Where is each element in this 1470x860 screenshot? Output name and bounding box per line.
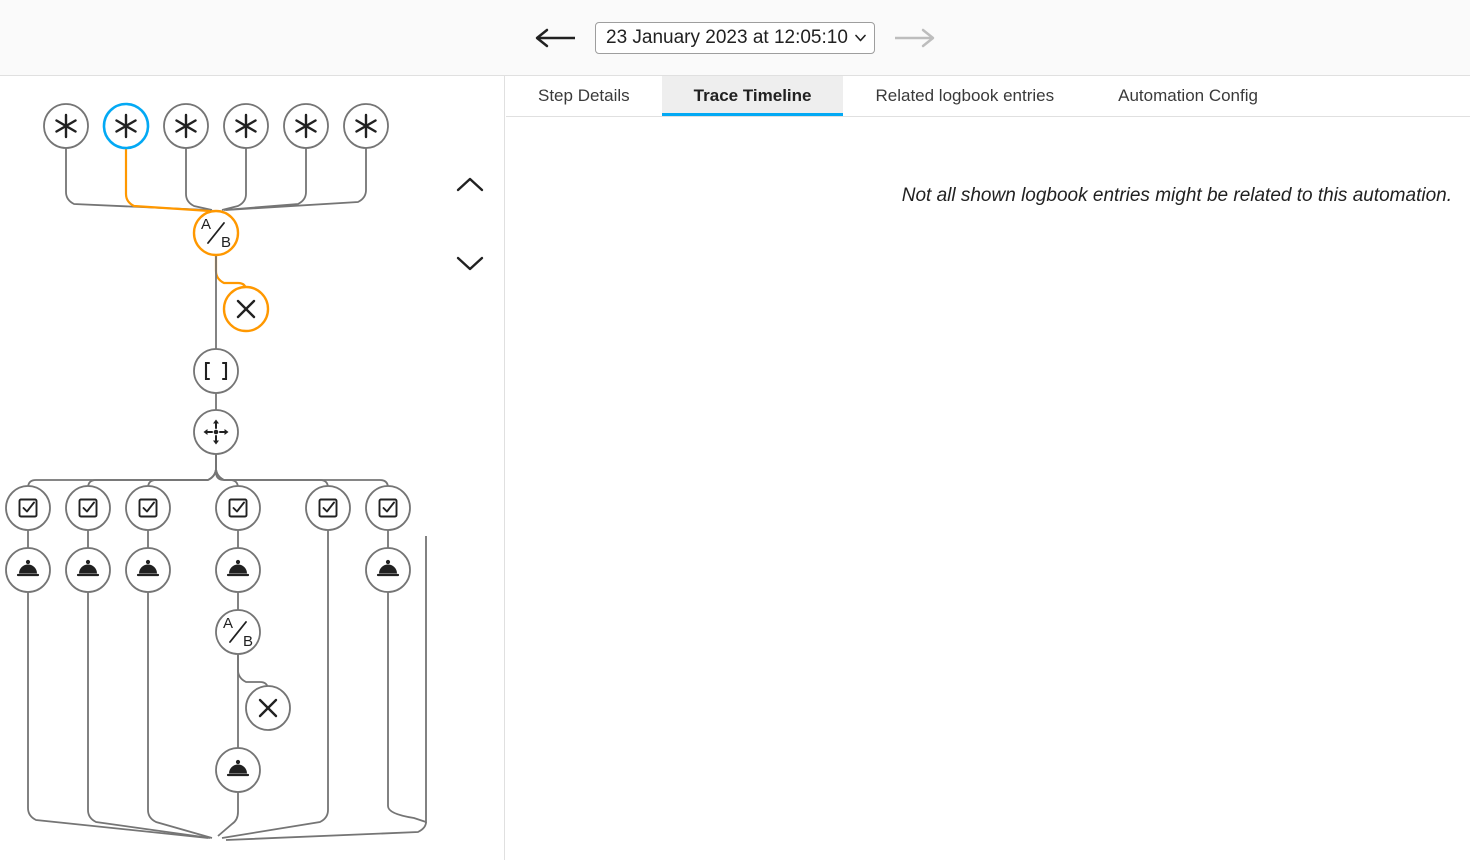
node-check-3[interactable] [126,486,170,530]
tab-label: Automation Config [1118,86,1258,105]
node-check-4[interactable] [216,486,260,530]
trace-graph [0,76,505,860]
tab-trace-timeline[interactable] [662,76,844,116]
trace-select-wrap [595,22,875,54]
node-trigger-2-selected[interactable] [104,104,148,148]
svg-text:A: A [200,216,212,233]
arrow-right-icon[interactable] [893,23,937,53]
node-check-5[interactable] [306,486,350,530]
node-service-inner[interactable] [216,748,260,792]
svg-text:A: A [222,615,234,632]
node-service-6[interactable] [366,548,410,592]
node-service-4[interactable] [216,548,260,592]
tab-automation-config[interactable] [1086,76,1290,116]
node-trigger-3[interactable] [164,104,208,148]
trace-graph-pane [0,76,505,860]
node-service-3[interactable] [126,548,170,592]
trace-toolbar-inner [533,22,937,54]
node-check-1[interactable] [6,486,50,530]
node-stop-inner[interactable] [246,686,290,730]
node-service-1[interactable] [6,548,50,592]
node-condition-top[interactable] [194,211,238,255]
node-trigger-6[interactable] [344,104,388,148]
chevron-up-icon[interactable] [450,172,490,200]
node-trigger-4[interactable] [224,104,268,148]
trace-detail-pane [506,76,1470,860]
svg-text:B: B [220,234,232,251]
timeline-notice: Not all shown logbook entries might be related to this automation. [901,185,1452,206]
node-stop-top[interactable] [224,287,268,331]
node-trigger-1[interactable] [44,104,88,148]
node-variables[interactable] [194,349,238,393]
node-condition-inner[interactable] [216,610,260,654]
arrow-left-icon[interactable] [533,23,577,53]
node-parallel[interactable] [194,410,238,454]
node-trigger-5[interactable] [284,104,328,148]
node-check-6[interactable] [366,486,410,530]
tab-related-logbook-entries[interactable] [843,76,1086,116]
detail-tabs [506,76,1470,117]
tab-label: Trace Timeline [693,86,812,105]
trace-select[interactable] [595,22,875,54]
svg-text:B: B [242,633,254,650]
tab-label: Step Details [538,86,630,105]
trace-toolbar [0,0,1470,76]
node-check-2[interactable] [66,486,110,530]
trace-timeline-panel [506,117,1470,207]
node-service-2[interactable] [66,548,110,592]
chevron-down-icon-graph[interactable] [450,248,490,276]
tab-step-details[interactable] [506,76,662,116]
tab-label: Related logbook entries [875,86,1055,105]
